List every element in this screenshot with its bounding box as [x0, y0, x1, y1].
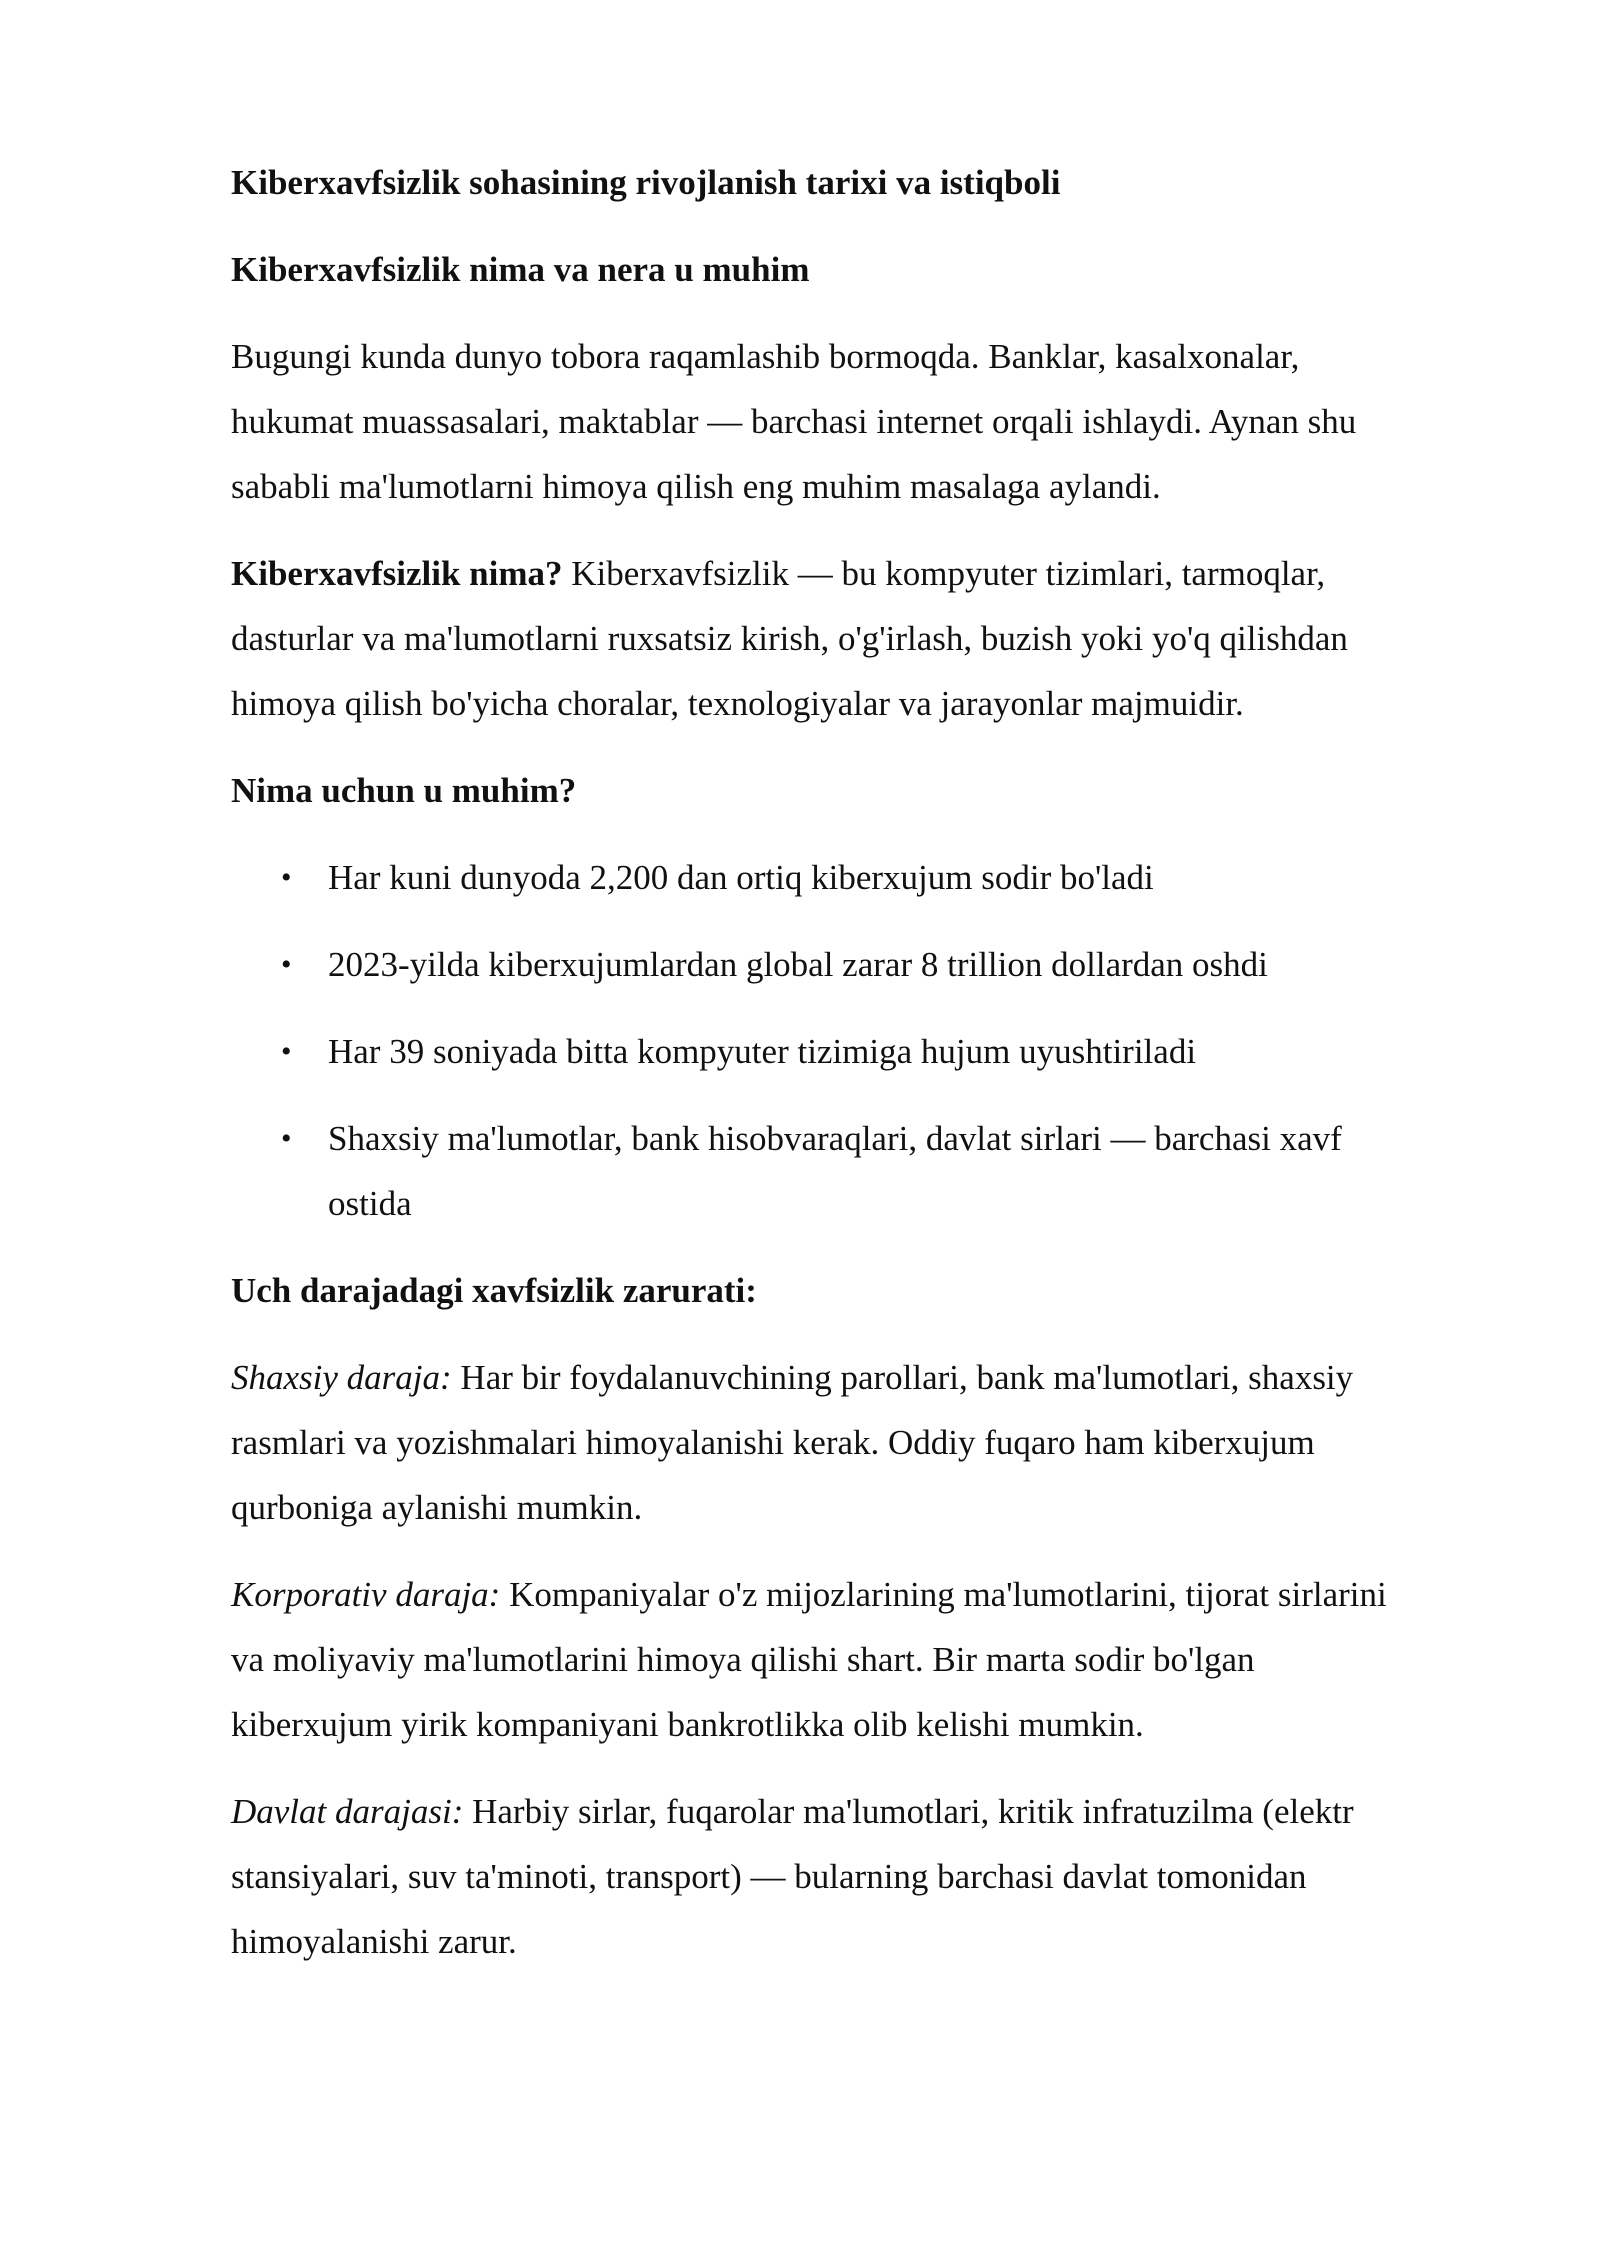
level-text: Har bir foydalanuvchining parollari, bank ma'lumotlari, shaxsiy rasmlari va yozishmalari himoyalanishi kerak. Oddiy fuqaro ham kiberxujum qurboniga aylanishi mumkin. [231, 1358, 1354, 1527]
list-item [231, 932, 1411, 997]
bullet-icon: • [281, 1035, 292, 1068]
bullet-icon: • [281, 1122, 292, 1155]
section-heading-levels: Uch darajadagi xavfsizlik zarurati: [231, 1271, 757, 1310]
importance-list [231, 845, 1411, 1236]
definition-paragraph [231, 541, 1411, 736]
definition-text: Kiberxavfsizlik — bu kompyuter tizimlari, tarmoqlar, dasturlar va ma'lumotlarni ruxsatsiz kirish, o'g'irlash, buzish yoki yo'q qilishdan himoya qilish bo'yicha choralar, texnologiyalar va jarayonlar majmuidir. [231, 554, 1348, 723]
bullet-icon: • [281, 861, 292, 894]
level-paragraph-corporate [231, 1562, 1411, 1757]
level-label: Korporativ daraja: [231, 1575, 501, 1614]
bullet-icon: • [281, 948, 292, 981]
list-item [231, 1106, 1411, 1236]
list-item-text: Har 39 soniyada bitta kompyuter tizimiga hujum uyushtiriladi [328, 1032, 1197, 1071]
list-item-text: Har kuni dunyoda 2,200 dan ortiq kiberxujum sodir bo'ladi [328, 858, 1154, 897]
level-label: Davlat darajasi: [231, 1792, 464, 1831]
level-paragraph-personal [231, 1345, 1411, 1540]
intro-paragraph: Bugungi kunda dunyo tobora raqamlashib bormoqda. Banklar, kasalxonalar, hukumat muassasalari, maktablar — barchasi internet orqali ishlaydi. Aynan shu sababli ma'lumotlarni himoya qilish eng muhim masalaga aylandi. [231, 337, 1357, 506]
document-title: Kiberxavfsizlik sohasining rivojlanish tarixi va istiqboli [231, 163, 1061, 202]
list-item-text: Shaxsiy ma'lumotlar, bank hisobvaraqlari, davlat sirlari — barchasi xavf ostida [328, 1119, 1342, 1223]
list-item [231, 845, 1411, 910]
section-heading-why: Nima uchun u muhim? [231, 771, 577, 810]
level-text: Kompaniyalar o'z mijozlarining ma'lumotlarini, tijorat sirlarini va moliyaviy ma'lumotlarini himoya qilishi shart. Bir marta sodir bo'lgan kiberxujum yirik kompaniyani bankrotlikka olib kelishi mumkin. [231, 1575, 1387, 1744]
level-paragraph-state [231, 1779, 1411, 1974]
section-heading-what: Kiberxavfsizlik nima va nera u muhim [231, 250, 810, 289]
definition-label: Kiberxavfsizlik nima? [231, 554, 563, 593]
list-item-text: 2023-yilda kiberxujumlardan global zarar 8 trillion dollardan oshdi [328, 945, 1268, 984]
level-label: Shaxsiy daraja: [231, 1358, 452, 1397]
level-text: Harbiy sirlar, fuqarolar ma'lumotlari, kritik infratuzilma (elektr stansiyalari, suv ta'minoti, transport) — bularning barchasi davlat tomonidan himoyalanishi zarur. [231, 1792, 1354, 1961]
document-page [231, 150, 1411, 1974]
list-item [231, 1019, 1411, 1084]
